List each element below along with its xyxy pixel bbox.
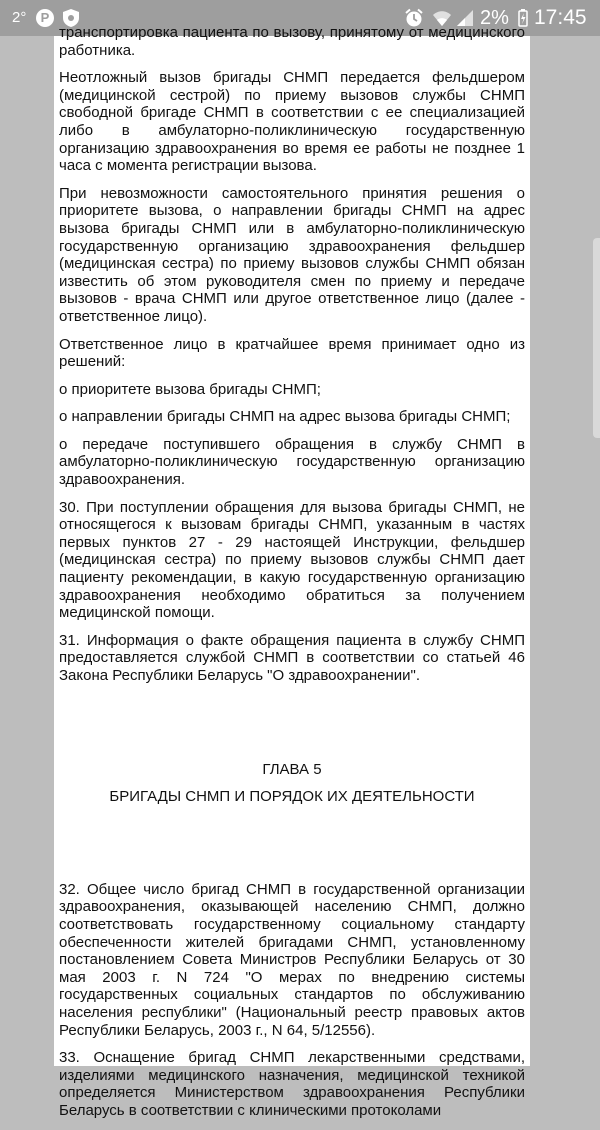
paragraph: При невозможности самостоятельного принятия решения о приоритете вызова, о направлении бригады СНМП на адрес вызова бригады СНМП или в амбулаторно-поликлиническую государственную организацию здравоохранения фельдшер (медицинская сестра) по приему вызовов службы СНМП обязан известить об этом руководителя смен по приему и передаче вызовов - врача СНМП или другое ответственное лицо (далее - ответственное лицо). bbox=[59, 184, 525, 325]
clock: 17:45 bbox=[534, 6, 587, 29]
paragraph: Ответственное лицо в кратчайшее время принимает одно из решений: bbox=[59, 335, 525, 371]
chapter-subtitle: БРИГАДЫ СНМП И ПОРЯДОК ИХ ДЕЯТЕЛЬНОСТИ bbox=[109, 788, 475, 806]
paragraph: Неотложный вызов бригады СНМП передается фельдшером (медицинской сестрой) по приему вызовов службы СНМП свободной бригаде СНМП в соответствии с ее специализацией либо в амбулаторно-поликлиническую государственную организацию здравоохранения во время ее работы не позднее 1 часа с момента регистрации вызова. bbox=[59, 69, 525, 175]
paragraph: о приоритете вызова бригады СНМП; bbox=[59, 380, 321, 398]
scroll-handle[interactable] bbox=[593, 238, 600, 438]
paragraph: транспортировка пациента по вызову, принятому от медицинского работника. bbox=[59, 24, 525, 59]
pinterest-icon: P bbox=[36, 9, 54, 27]
paragraph: 30. При поступлении обращения для вызова бригады СНМП, не относящегося к вызовам бригады СНМП, указанным в частях первых пунктов 27 - 29 настоящей Инструкции, фельдшер (медицинская сестра) по приему вызовов службы СНМП дает пациенту рекомендации, в какую государственную организацию здравоохранения необходимо обратиться за получением медицинской помощи. bbox=[59, 498, 525, 622]
document-page[interactable] bbox=[54, 24, 530, 1119]
paragraph: о направлении бригады СНМП на адрес вызова бригады СНМП; bbox=[59, 408, 511, 426]
paragraph: 31. Информация о факте обращения пациента в службу СНМП предоставляется службой СНМП в соответствии со статьей 46 Закона Республики Беларусь "О здравоохранении". bbox=[59, 631, 525, 684]
document-text bbox=[59, 24, 525, 1130]
paragraph: 32. Общее число бригад СНМП в государственной организации здравоохранения, оказывающей населению СНМП, должно соответствовать государственному социальному стандарту обеспеченности жителей бригадами СНМП, установленному постановлением Совета Министров Республики Беларусь от 30 мая 2003 г. N 724 "О мерах по внедрению системы государственных социальных стандартов по обслуживанию населения республики" (Национальный реестр правовых актов Республики Беларусь, 2003 г., N 64, 5/12556). bbox=[59, 880, 525, 1039]
paragraph: 33. Оснащение бригад СНМП лекарственными средствами, изделиями медицинского назначения, медицинской техникой определяется Министерством здравоохранения Республики Беларусь в соответствии с клиническими протоколами bbox=[59, 1049, 525, 1119]
battery-percentage: 2% bbox=[480, 7, 509, 29]
temperature-indicator: 2° bbox=[12, 9, 27, 26]
paragraph: о передаче поступившего обращения в службу СНМП в амбулаторно-поликлиническую государственную организацию здравоохранения. bbox=[59, 435, 525, 489]
chapter-title: ГЛАВА 5 bbox=[262, 760, 322, 778]
